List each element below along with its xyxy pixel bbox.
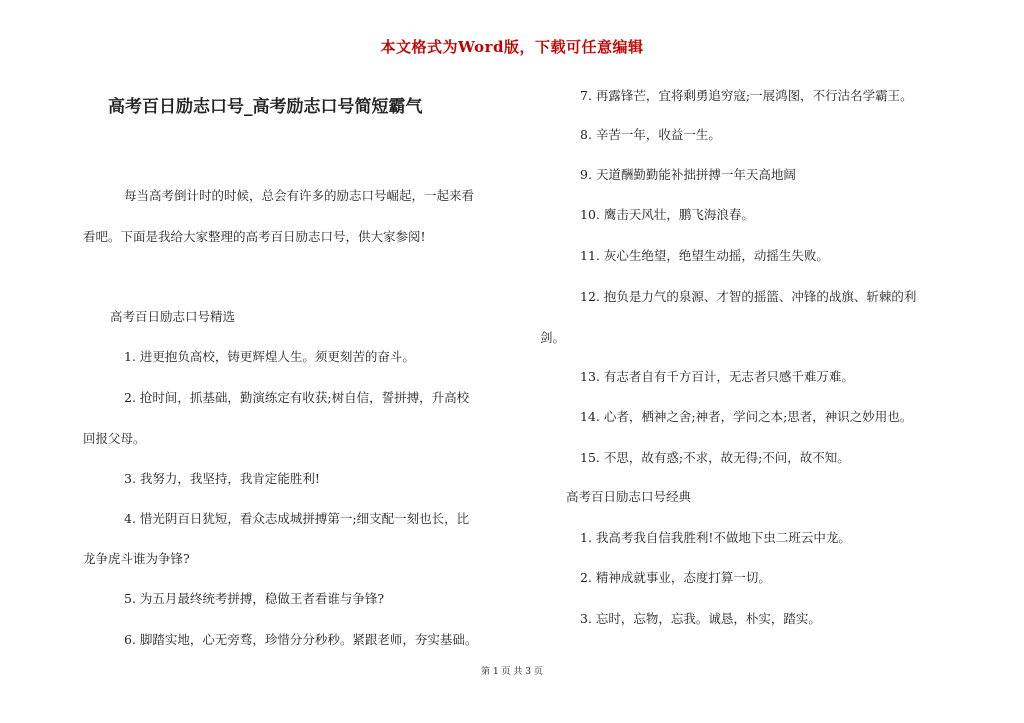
page-number-footer: 第 1 页 共 3 页 [481, 667, 543, 677]
page-title: 高考百日励志口号_高考励志口号简短霸气 [108, 97, 423, 117]
list-item-8: 8. 辛苦一年，收益一生。 [580, 127, 721, 142]
section-heading-classic: 高考百日励志口号经典 [566, 489, 692, 504]
section-heading-selected: 高考百日励志口号精选 [110, 309, 236, 324]
format-banner: 本文格式为Word版，下载可任意编辑 [380, 38, 644, 56]
list-item-1: 1. 进更抱负高校，铸更辉煌人生。须更刻苦的奋斗。 [124, 349, 415, 364]
list-item-12-line-1: 12. 抱负是力气的泉源、才智的摇篮、冲锋的战旗、斩棘的利 [580, 289, 917, 304]
list-item-14: 14. 心者，栖神之舍;神者，学问之本;思者，神识之妙用也。 [580, 409, 913, 424]
list-item-12-line-2: 剑。 [540, 330, 566, 345]
classic-item-2: 2. 精神成就事业，态度打算一切。 [580, 570, 771, 585]
classic-item-1: 1. 我高考我自信我胜利!不做地下虫二班云中龙。 [580, 530, 851, 545]
list-item-3: 3. 我努力，我坚持，我肯定能胜利! [124, 471, 320, 486]
list-item-15: 15. 不思，故有惑;不求，故无得;不问，故不知。 [580, 450, 850, 465]
intro-line-2: 看吧。下面是我给大家整理的高考百日励志口号，供大家参阅! [83, 229, 426, 244]
classic-item-3: 3. 忘时，忘物，忘我。诚恳，朴实，踏实。 [580, 611, 821, 626]
list-item-2-line-1: 2. 抢时间，抓基础，勤演练定有收获;树自信，誓拼搏，升高校 [124, 390, 470, 405]
list-item-10: 10. 鹰击天风壮，鹏飞海浪春。 [580, 207, 754, 222]
list-item-7: 7. 再露锋芒，宜将剩勇追穷寇;一展鸿图，不行沽名学霸王。 [580, 88, 913, 103]
list-item-5: 5. 为五月最终统考拼搏，稳做王者看谁与争锋? [124, 591, 385, 606]
list-item-4-line-1: 4. 惜光阴百日犹短，看众志成城拼搏第一;细支配一刻也长，比 [124, 511, 470, 526]
list-item-6: 6. 脚踏实地，心无旁骛，珍惜分分秒秒。紧跟老师，夯实基础。 [124, 632, 478, 647]
list-item-9: 9. 天道酬勤勤能补拙拼搏一年天高地阔 [580, 167, 796, 182]
list-item-13: 13. 有志者自有千方百计，无志者只感千难万难。 [580, 369, 854, 384]
intro-line-1: 每当高考倒计时的时候，总会有许多的励志口号崛起，一起来看 [124, 188, 475, 203]
list-item-4-line-2: 龙争虎斗谁为争锋? [83, 551, 190, 566]
list-item-2-line-2: 回报父母。 [83, 431, 146, 446]
list-item-11: 11. 灰心生绝望，绝望生动摇，动摇生失败。 [580, 248, 829, 263]
